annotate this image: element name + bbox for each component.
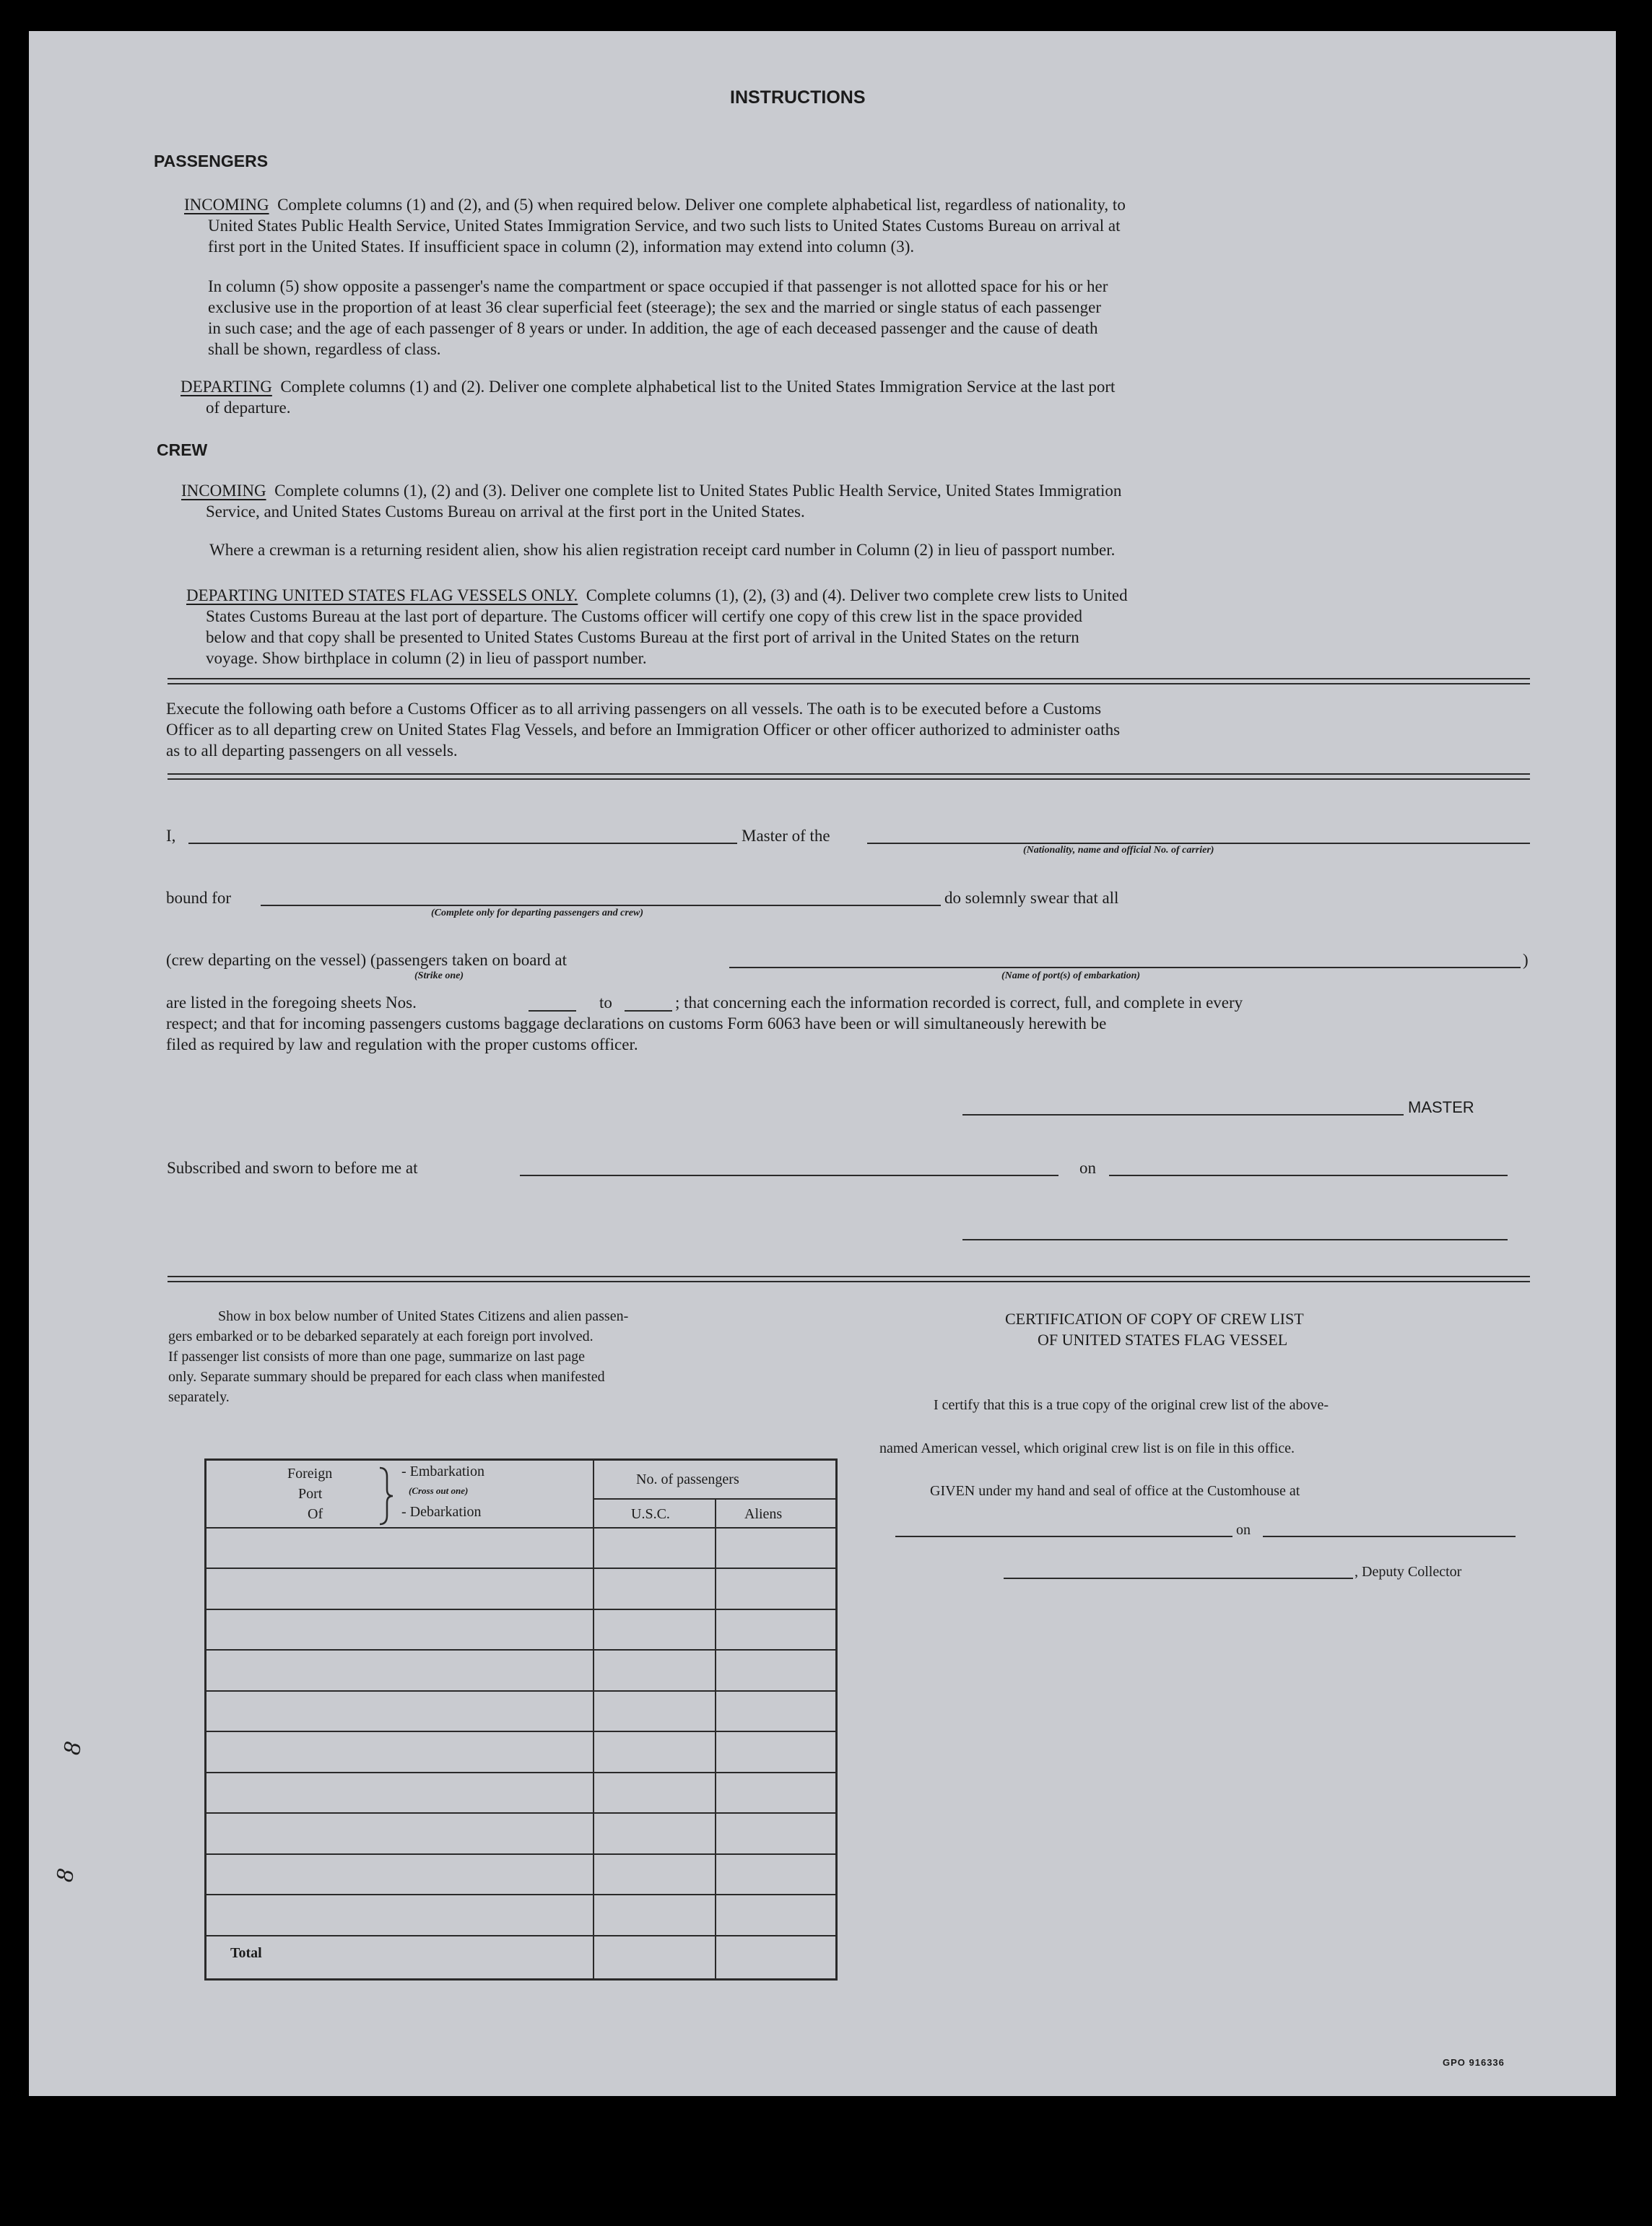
master-signature-line[interactable]: [962, 1114, 1404, 1116]
passengers-departing-label: DEPARTING: [181, 378, 272, 396]
crew-departing-label: DEPARTING UNITED STATES FLAG VESSELS ONLY.: [186, 586, 578, 604]
passengers-incoming-line-1: [184, 194, 1126, 215]
sheets-text-a: are listed in the foregoing sheets Nos.: [166, 994, 417, 1012]
crew-departing-label: (crew departing on the vessel) (passengers taken on board at: [166, 951, 567, 969]
crew-incoming-text-1: Complete columns (1), (2) and (3). Deliver one complete list to United States Public Health Service, United States Immigration: [274, 482, 1122, 500]
row-rule: [206, 1894, 835, 1895]
divider-rule: [168, 1276, 1530, 1282]
header-debarkation: - Debarkation: [401, 1504, 482, 1520]
row-rule: [206, 1731, 835, 1732]
table-divider: [715, 1498, 716, 1978]
customhouse-line[interactable]: [895, 1536, 1233, 1537]
certification-on-label: on: [1236, 1522, 1251, 1538]
certification-line-2: named American vessel, which original crew list is on file in this office.: [879, 1440, 1295, 1456]
row-rule: [206, 1853, 835, 1855]
crew-departing-line-3: below and that copy shall be presented to United States Customs Bureau at the first port of arrival in the United States on the return: [206, 628, 1079, 646]
oath-note-line-2: Officer as to all departing crew on United States Flag Vessels, and before an Immigration Officer or other officer authorized to administer oaths: [166, 721, 1121, 739]
row-rule: [206, 1609, 835, 1610]
deputy-collector-label: , Deputy Collector: [1355, 1564, 1462, 1580]
ports-line[interactable]: [729, 967, 1521, 968]
passengers-departing-line-1: [181, 376, 1115, 397]
certification-title-2: OF UNITED STATES FLAG VESSEL: [1038, 1331, 1288, 1349]
nationality-caption: (Nationality, name and official No. of carrier): [1023, 845, 1214, 856]
header-port: Port: [298, 1486, 323, 1502]
header-no-of-passengers: No. of passengers: [636, 1471, 739, 1487]
summary-instr-line-5: separately.: [168, 1389, 230, 1405]
ports-caption: (Name of port(s) of embarkation): [1001, 970, 1141, 981]
margin-mark-1: 8: [58, 1739, 87, 1757]
sheet-to-line[interactable]: [625, 1010, 672, 1012]
row-rule: [206, 1935, 835, 1936]
oath-note-line-1: Execute the following oath before a Customs Officer as to all arriving passengers on all vessels. The oath is to be executed before a Customs: [166, 700, 1102, 718]
crew-title: CREW: [157, 440, 208, 459]
passengers-incoming-label: INCOMING: [184, 196, 269, 214]
summary-instr-line-4: only. Separate summary should be prepared for each class when manifested: [168, 1369, 605, 1385]
respect-line: respect; and that for incoming passengers customs baggage declarations on customs Form 6063 have been or will simultaneously herewith be: [166, 1014, 1107, 1032]
subscribed-on-label: on: [1079, 1159, 1096, 1177]
passengers-incoming-line-2: United States Public Health Service, United States Immigration Service, and two such lists to United States Customs Bureau on arrival at: [208, 217, 1121, 235]
filed-line: filed as required by law and regulation with the proper customs officer.: [166, 1035, 638, 1053]
row-rule: [206, 1690, 835, 1692]
header-usc: U.S.C.: [631, 1506, 670, 1522]
sheets-to-label: to: [599, 994, 612, 1012]
crew-resident-line: Where a crewman is a returning resident alien, show his alien registration receipt card number in Column (2) in lieu of passport number.: [209, 541, 1116, 559]
certification-line-1: I certify that this is a true copy of the original crew list of the above-: [934, 1397, 1329, 1413]
row-rule: [206, 1772, 835, 1773]
passengers-incoming-line-3: first port in the United States. If insufficient space in column (2), information may extend into column (3).: [208, 238, 915, 256]
header-foreign: Foreign: [287, 1466, 333, 1482]
bound-for-label: bound for: [166, 889, 232, 907]
certification-date-line[interactable]: [1263, 1536, 1516, 1537]
column5-line-3: in such case; and the age of each passenger of 8 years or under. In addition, the age of each deceased passenger and the cause of death: [208, 319, 1098, 337]
close-paren: ): [1523, 951, 1529, 969]
master-of-the-label: Master of the: [742, 827, 830, 845]
column5-line-4: shall be shown, regardless of class.: [208, 340, 441, 358]
header-bottom-rule: [206, 1527, 835, 1529]
page-heading: INSTRUCTIONS: [730, 87, 866, 108]
sheet-from-line[interactable]: [529, 1010, 576, 1012]
column5-line-2: exclusive use in the proportion of at least 36 clear superficial feet (steerage); the sex and the married or single status of each passenger: [208, 298, 1102, 316]
row-rule: [206, 1812, 835, 1814]
header-embarkation: - Embarkation: [401, 1464, 484, 1479]
table-divider: [593, 1461, 594, 1978]
row-rule: [206, 1649, 835, 1651]
oath-i-label: I,: [166, 827, 176, 845]
subscribed-label: Subscribed and sworn to before me at: [167, 1159, 418, 1177]
header-aliens: Aliens: [744, 1506, 783, 1522]
master-label: MASTER: [1408, 1098, 1474, 1116]
swear-label: do solemnly swear that all: [944, 889, 1119, 907]
margin-mark-2: 8: [51, 1866, 80, 1884]
passenger-summary-table: [204, 1458, 838, 1981]
gpo-number: GPO 916336: [1443, 2057, 1505, 2068]
crew-departing-line-2: States Customs Bureau at the last port of departure. The Customs officer will certify one copy of this crew list in the space provided: [206, 607, 1083, 625]
oath-note-line-3: as to all departing passengers on all vessels.: [166, 742, 458, 760]
passengers-departing-text-1: Complete columns (1) and (2). Deliver one complete alphabetical list to the United States Immigration Service at the last port: [280, 378, 1116, 396]
master-name-line[interactable]: [188, 843, 737, 844]
passengers-incoming-text-1: Complete columns (1) and (2), and (5) when required below. Deliver one complete alphabetical list, regardless of nationality, to: [277, 196, 1126, 214]
officer-signature-line[interactable]: [962, 1239, 1508, 1240]
crew-incoming-line-1: [181, 480, 1121, 501]
bound-caption: (Complete only for departing passengers and crew): [431, 908, 643, 918]
deputy-signature-line[interactable]: [1004, 1578, 1353, 1579]
certification-title-1: CERTIFICATION OF COPY OF CREW LIST: [1005, 1310, 1304, 1328]
table-divider: [593, 1498, 835, 1500]
divider-rule: [168, 773, 1530, 780]
column5-line-1: In column (5) show opposite a passenger's name the compartment or space occupied if that passenger is not allotted space for his or her: [208, 277, 1108, 295]
form-sheet: [29, 31, 1616, 2096]
sworn-date-line[interactable]: [1109, 1175, 1508, 1176]
passengers-departing-line-2: of departure.: [206, 399, 291, 417]
crew-incoming-line-2: Service, and United States Customs Bureau on arrival at the first port in the United States.: [206, 503, 805, 521]
crew-departing-text-1: Complete columns (1), (2), (3) and (4). Deliver two complete crew lists to United: [586, 586, 1128, 604]
sworn-place-line[interactable]: [520, 1175, 1058, 1176]
brace-icon: [378, 1466, 394, 1526]
passengers-title: PASSENGERS: [154, 152, 269, 170]
strike-one-caption: (Strike one): [414, 970, 464, 981]
crew-incoming-label: INCOMING: [181, 482, 266, 500]
crew-departing-line-1: [186, 585, 1128, 606]
summary-instr-line-1: Show in box below number of United States Citizens and alien passen-: [218, 1308, 629, 1324]
sheets-text-b: ; that concerning each the information recorded is correct, full, and complete in every: [675, 994, 1243, 1012]
certification-line-3: GIVEN under my hand and seal of office at the Customhouse at: [930, 1483, 1300, 1499]
summary-instr-line-2: gers embarked or to be debarked separately at each foreign port involved.: [168, 1329, 594, 1344]
bound-for-line[interactable]: [261, 905, 941, 906]
total-label: Total: [230, 1945, 262, 1961]
header-of: Of: [308, 1506, 323, 1522]
header-cross-out: (Cross out one): [409, 1485, 469, 1496]
crew-departing-line-4: voyage. Show birthplace in column (2) in lieu of passport number.: [206, 649, 647, 667]
divider-rule: [168, 678, 1530, 684]
summary-instr-line-3: If passenger list consists of more than one page, summarize on last page: [168, 1349, 586, 1365]
row-rule: [206, 1568, 835, 1569]
